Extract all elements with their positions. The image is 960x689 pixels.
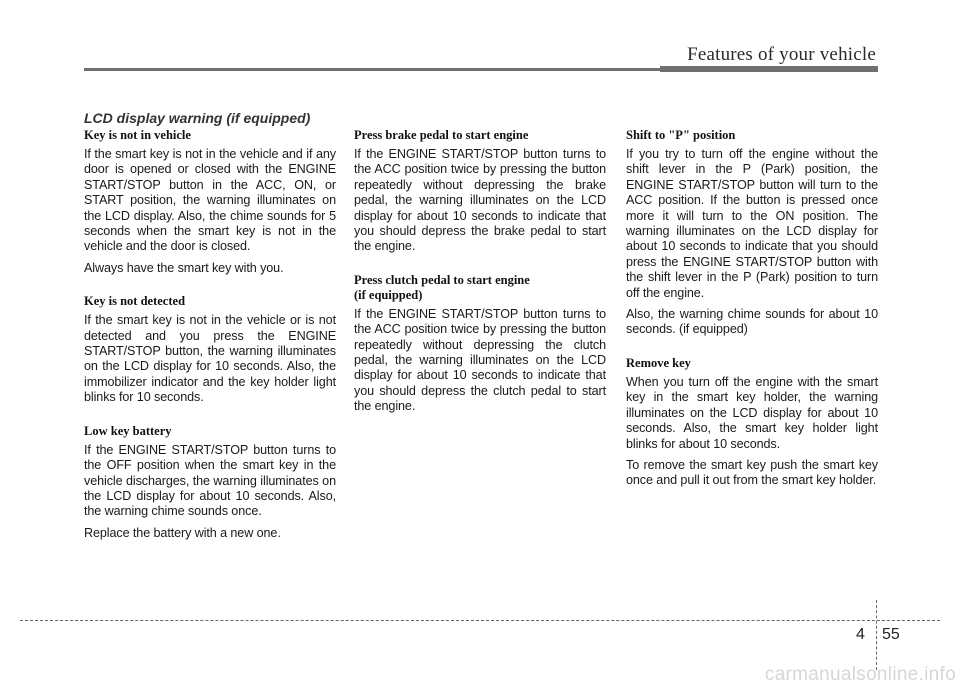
subheading-line: (if equipped) <box>354 287 423 302</box>
text-column-2 <box>354 128 606 421</box>
subheading-key-not-detected: Key is not detected <box>84 294 186 309</box>
header-rule-accent <box>660 66 878 72</box>
watermark: carmanualsonline.info <box>764 664 956 685</box>
chapter-number: 4 <box>856 626 865 643</box>
subheading-shift-to-p: Shift to "P" position <box>626 128 736 142</box>
page-header-title: Features of your vehicle <box>687 44 876 65</box>
page-number: 55 <box>882 626 900 643</box>
paragraph: If you try to turn off the engine without the shift lever in the P (Park) position, the ENGINE START/STOP button will turn to the ACC position. If the button is pressed once more it will turn to the ON position. The warning illuminates on the LCD display for about 10 seconds to indicate that you should press the ENGINE START/STOP button with the shift lever in the P (Park) position to turn off the engine. <box>626 147 878 300</box>
footer-dashed-rule <box>20 620 940 621</box>
subheading-remove-key: Remove key <box>626 355 691 370</box>
paragraph: Always have the smart key with you. <box>84 260 284 275</box>
subheading-press-brake-pedal: Press brake pedal to start engine <box>354 128 529 142</box>
subheading-key-not-in-vehicle: Key is not in vehicle <box>84 128 191 142</box>
subheading-press-clutch-pedal <box>354 273 606 303</box>
text-column-3 <box>626 128 878 495</box>
footer-dashed-divider <box>876 600 877 670</box>
paragraph: When you turn off the engine with the smart key in the smart key holder, the warning illuminates on the LCD display for about 10 seconds. Also, the smart key holder light blinks for about 10 seconds. <box>626 374 878 451</box>
paragraph: If the ENGINE START/STOP button turns to the ACC position twice by pressing the button repeatedly without depressing the clutch pedal, the warning illuminates on the LCD display for about 10 seconds to indicate that you should depress the clutch pedal to start the engine. <box>354 306 606 414</box>
paragraph: To remove the smart key push the smart key once and pull it out from the smart key holder. <box>626 457 878 488</box>
paragraph: If the smart key is not in the vehicle and if any door is opened or closed with the ENGINE START/STOP button in the ACC, ON, or START position, the warning illuminates on the LCD display. Also, the chime sounds for 5 seconds when the smart key is not in the vehicle and the door is closed. <box>84 147 336 254</box>
paragraph: If the ENGINE START/STOP button turns to the OFF position when the smart key in the vehicle discharges, the warning illuminates on the LCD display for about 10 seconds. Also, the warning chime sounds once. <box>84 442 336 519</box>
paragraph: If the smart key is not in the vehicle or is not detected and you press the ENGINE START/STOP button, the warning illuminates on the LCD display for 10 seconds. Also, the immobilizer indicator and the key holder light blinks for 10 seconds. <box>84 313 336 405</box>
paragraph: If the ENGINE START/STOP button turns to the ACC position twice by pressing the button repeatedly without depressing the brake pedal, the warning illuminates on the LCD display for about 10 seconds to indicate that you should depress the brake pedal to start the engine. <box>354 147 606 254</box>
section-title: LCD display warning (if equipped) <box>84 110 311 126</box>
subheading-low-key-battery: Low key battery <box>84 423 172 438</box>
paragraph: Replace the battery with a new one. <box>84 525 281 540</box>
text-column-1 <box>84 128 336 547</box>
subheading-line: Press clutch pedal to start engine <box>354 272 530 287</box>
paragraph: Also, the warning chime sounds for about 10 seconds. (if equipped) <box>626 307 878 337</box>
